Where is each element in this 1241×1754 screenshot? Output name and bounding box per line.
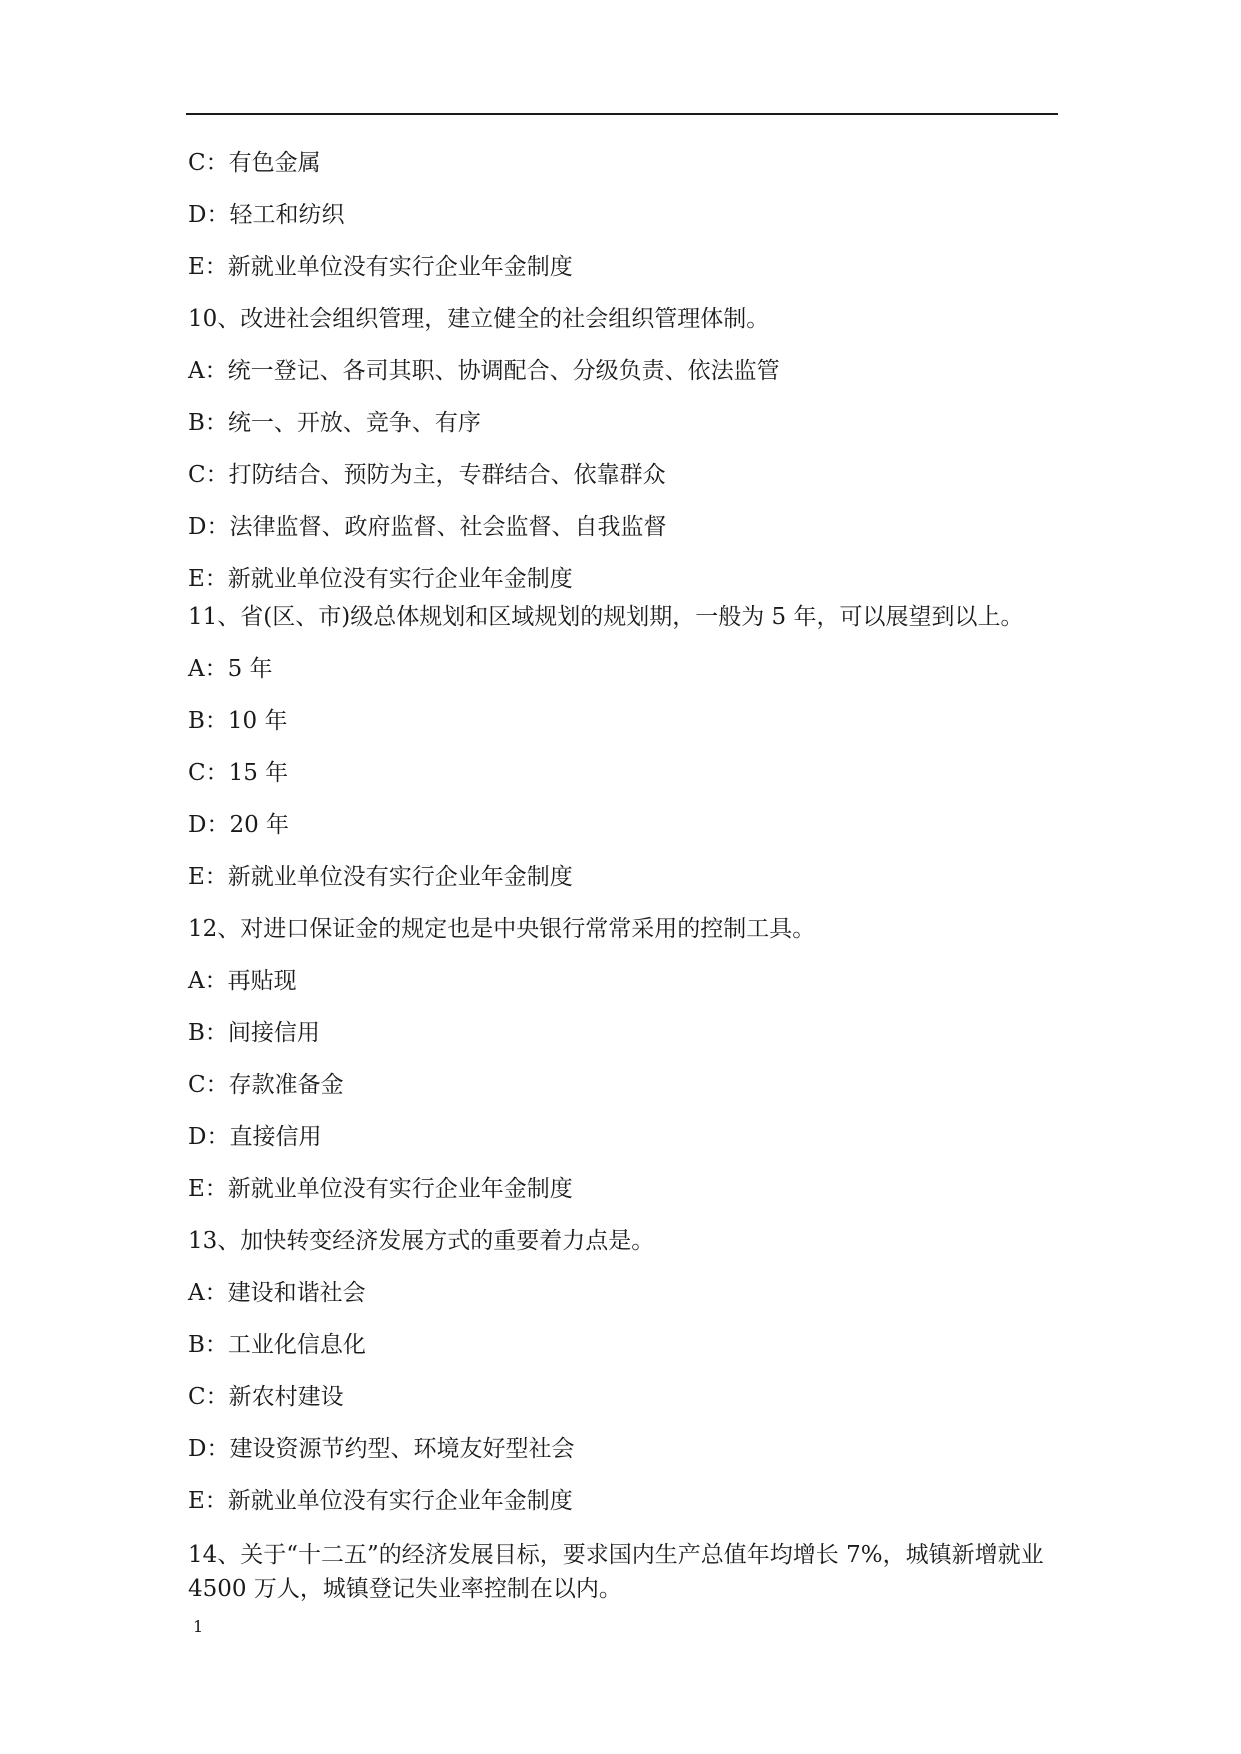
option-d-text: D：轻工和纺织	[188, 202, 345, 228]
option-a-text: A：再贴现	[188, 968, 297, 994]
question-13: 13、加快转变经济发展方式的重要着力点是。	[188, 1228, 655, 1254]
option-d-text: D：建设资源节约型、环境友好型社会	[188, 1436, 575, 1462]
option-b-text: B：统一、开放、竞争、有序	[188, 410, 481, 436]
option-c-text: C：存款准备金	[188, 1072, 344, 1098]
question-11: 11、省(区、市)级总体规划和区域规划的规划期，一般为 5 年，可以展望到以上。	[188, 604, 1024, 630]
option-a-text: A：建设和谐社会	[188, 1280, 366, 1306]
option-e-text: E：新就业单位没有实行企业年金制度	[188, 1176, 573, 1202]
option-b-text: B：间接信用	[188, 1020, 320, 1046]
option-d-text: D：法律监督、政府监督、社会监督、自我监督	[188, 514, 667, 540]
option-b-text: B：工业化信息化	[188, 1332, 366, 1358]
option-b-text: B：10 年	[188, 708, 288, 734]
question-12: 12、对进口保证金的规定也是中央银行常常采用的控制工具。	[188, 916, 816, 942]
option-e-text: E：新就业单位没有实行企业年金制度	[188, 1488, 573, 1514]
option-a-text: A：统一登记、各司其职、协调配合、分级负责、依法监管	[188, 358, 780, 384]
page-number: 1	[193, 1617, 204, 1636]
option-d-text: D：直接信用	[188, 1124, 322, 1150]
option-e-text: E：新就业单位没有实行企业年金制度	[188, 254, 573, 280]
question-14: 14、关于“十二五”的经济发展目标，要求国内生产总值年均增长 7%，城镇新增就业 4500 万人，城镇登记失业率控制在以内。	[188, 1542, 1044, 1602]
header-rule	[186, 113, 1058, 115]
option-c-text: C：15 年	[188, 760, 289, 786]
question-10: 10、改进社会组织管理，建立健全的社会组织管理体制。	[188, 306, 770, 332]
option-e-text: E：新就业单位没有实行企业年金制度	[188, 864, 573, 890]
document-body	[188, 148, 1068, 1606]
option-c-text: C：打防结合、预防为主，专群结合、依靠群众	[188, 462, 666, 488]
option-a-text: A：5 年	[188, 656, 273, 682]
option-c-text: C：新农村建设	[188, 1384, 344, 1410]
option-e-text: E：新就业单位没有实行企业年金制度	[188, 566, 573, 592]
option-c-text: C：有色金属	[188, 150, 321, 176]
option-d-text: D：20 年	[188, 812, 290, 838]
